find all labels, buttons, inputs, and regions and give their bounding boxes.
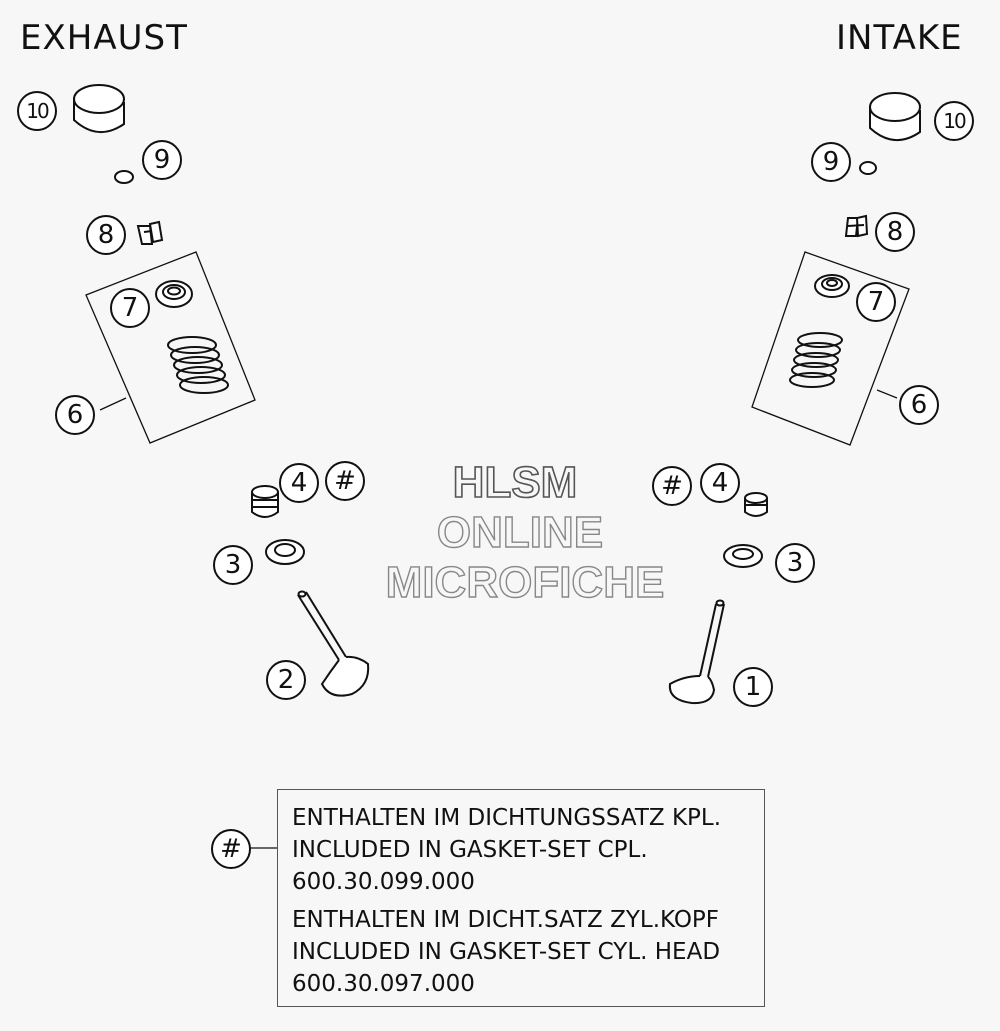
intake-valve-keepers [846,216,867,236]
callout-2[interactable]: 2 [266,660,306,700]
exhaust-label: EXHAUST [20,18,188,58]
exhaust-valve-stem-seal [252,486,278,517]
intake-bucket-tappet [870,93,920,140]
callout-hash-exhaust[interactable]: # [325,461,365,501]
note-line-2: INCLUDED IN GASKET-SET CPL. [292,837,648,863]
exhaust-spring-seat [266,540,304,564]
gasket-set-note [277,789,765,1007]
note-line-1: ENTHALTEN IM DICHTUNGSSATZ KPL. [292,805,722,831]
watermark-line-1: HLSM [452,458,578,507]
callout-6-exhaust[interactable]: 6 [55,395,95,435]
callout-7-exhaust[interactable]: 7 [110,288,150,328]
callout-8-exhaust[interactable]: 8 [86,215,126,255]
exhaust-bucket-tappet [74,85,124,132]
intake-shim [860,162,876,174]
watermark-line-2: ONLINE [436,508,604,557]
callout-9-exhaust[interactable]: 9 [142,140,182,180]
note-line-4: ENTHALTEN IM DICHT.SATZ ZYL.KOPF [292,907,720,933]
callout-7-intake[interactable]: 7 [856,282,896,322]
exhaust-shim [115,171,133,183]
exhaust-spring-retainer [156,281,192,307]
callout-10-exhaust[interactable]: 10 [17,91,57,131]
callout-9-intake[interactable]: 9 [811,142,851,182]
callout-3-exhaust[interactable]: 3 [213,545,253,585]
intake-valve-stem-seal [745,493,767,516]
callout-1[interactable]: 1 [733,667,773,707]
callout-4-intake[interactable]: 4 [700,463,740,503]
callout-8-intake[interactable]: 8 [875,212,915,252]
intake-valve-spring [790,333,842,387]
exhaust-valve [298,592,368,696]
callout-3-intake[interactable]: 3 [775,543,815,583]
callout-hash-intake[interactable]: # [652,466,692,506]
note-part-number-1: 600.30.099.000 [292,869,475,895]
intake-spring-seat [724,545,762,567]
callout-6-intake[interactable]: 6 [899,385,939,425]
callout-10-intake[interactable]: 10 [934,101,974,141]
intake-spring-retainer [815,275,849,297]
intake-valve [670,601,724,704]
callout-hash-note[interactable]: # [211,829,251,869]
note-part-number-2: 600.30.097.000 [292,971,475,997]
note-line-5: INCLUDED IN GASKET-SET CYL. HEAD [292,939,721,965]
intake-label: INTAKE [836,18,963,58]
callout-4-exhaust[interactable]: 4 [279,463,319,503]
exhaust-valve-spring [168,337,228,393]
exhaust-valve-keepers [138,222,162,244]
watermark-line-3: MICROFICHE [385,558,665,607]
